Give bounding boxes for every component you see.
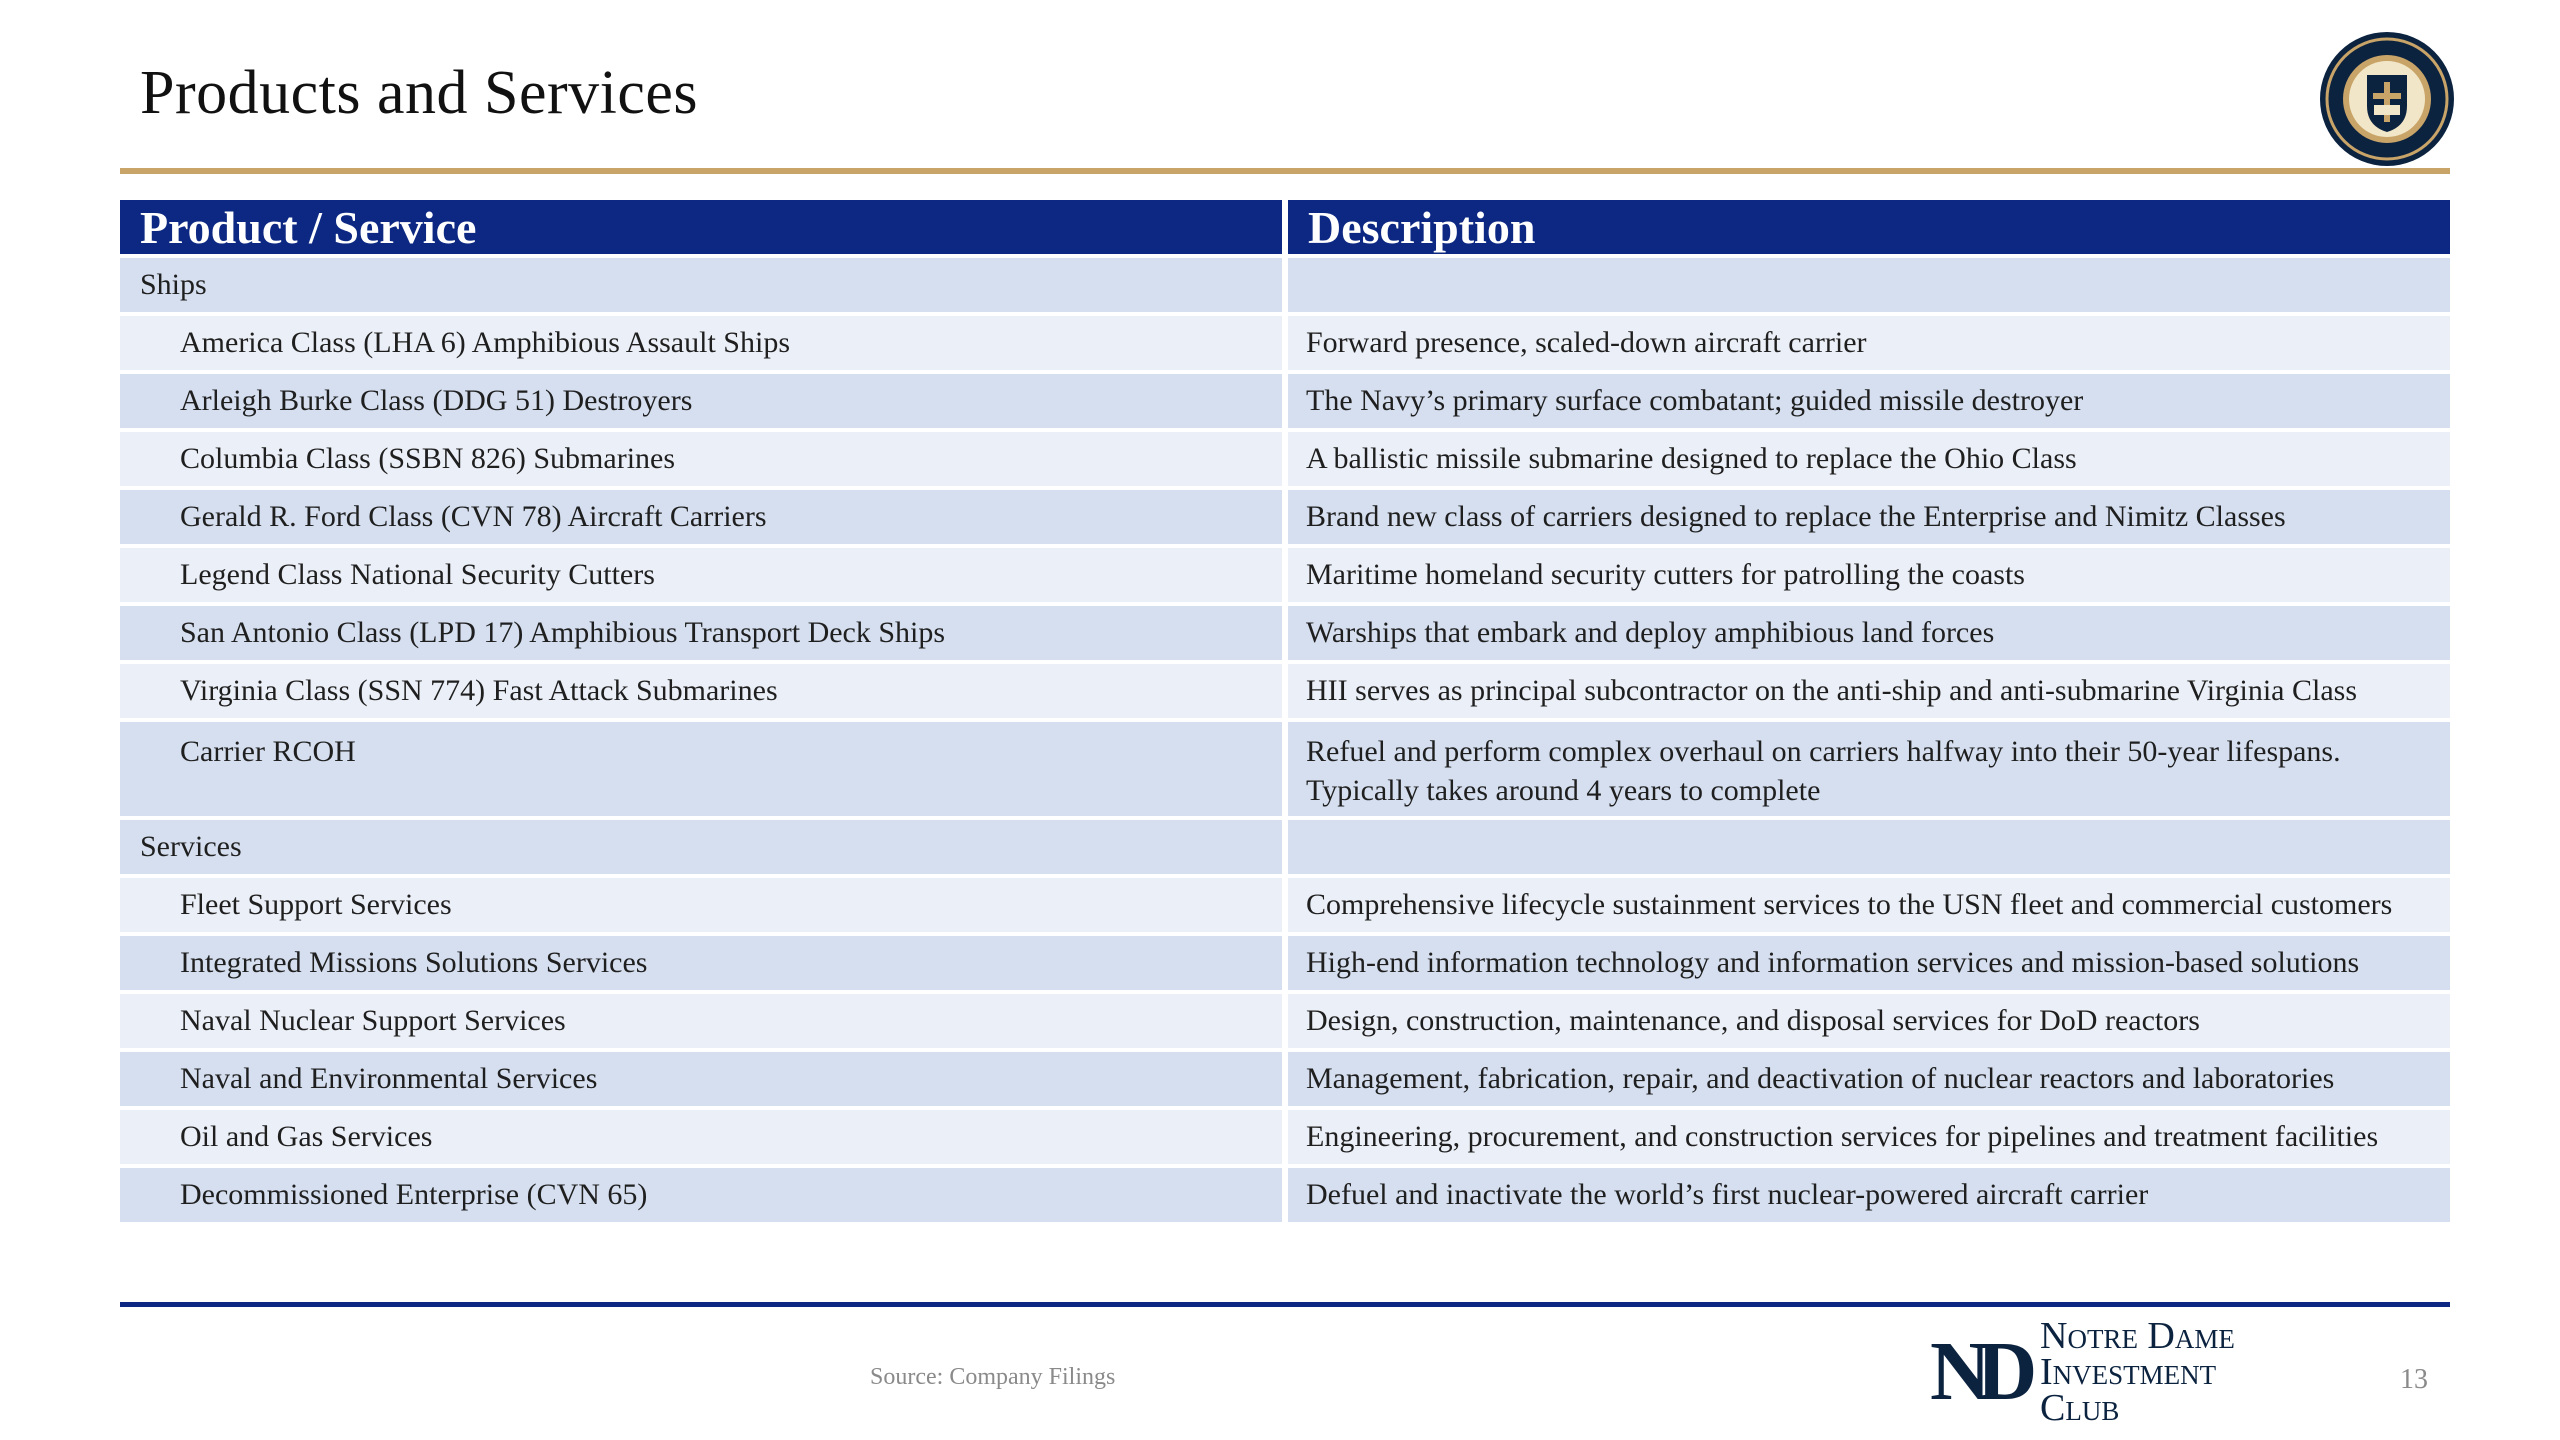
category-label: Ships xyxy=(120,258,1282,312)
slide-title: Products and Services xyxy=(140,59,699,127)
description-cell: Refuel and perform complex overhaul on carriers halfway into their 50-year lifespans. Typically takes around 4 years to complete xyxy=(1288,722,2450,816)
table-row xyxy=(120,1052,2450,1110)
footer-divider xyxy=(120,1302,2450,1307)
table-category-row xyxy=(120,820,2450,878)
description-cell: Brand new class of carriers designed to replace the Enterprise and Nimitz Classes xyxy=(1288,490,2450,544)
table-header-row xyxy=(120,200,2450,258)
product-cell: Legend Class National Security Cutters xyxy=(120,548,1282,602)
club-name-line2: Investment Club xyxy=(2040,1351,2217,1429)
description-cell: The Navy’s primary surface combatant; guided missile destroyer xyxy=(1288,374,2450,428)
table-row xyxy=(120,606,2450,664)
product-cell: Carrier RCOH xyxy=(120,722,1282,816)
description-cell: Warships that embark and deploy amphibious land forces xyxy=(1288,606,2450,660)
page-number: 13 xyxy=(2400,1364,2428,1395)
club-name-line1: Notre Dame xyxy=(2040,1315,2235,1357)
product-cell: America Class (LHA 6) Amphibious Assault Ships xyxy=(120,316,1282,370)
description-cell: High-end information technology and information services and mission-based solutions xyxy=(1288,936,2450,990)
product-cell: Oil and Gas Services xyxy=(120,1110,1282,1164)
description-cell: HII serves as principal subcontractor on the anti-ship and anti-submarine Virginia Class xyxy=(1288,664,2450,718)
product-cell: Naval and Environmental Services xyxy=(120,1052,1282,1106)
description-cell: Comprehensive lifecycle sustainment services to the USN fleet and commercial customers xyxy=(1288,878,2450,932)
product-cell: Naval Nuclear Support Services xyxy=(120,994,1282,1048)
table-row xyxy=(120,374,2450,432)
category-label: Services xyxy=(120,820,1282,874)
nd-monogram-icon: ND xyxy=(1930,1325,2024,1418)
header-divider xyxy=(120,168,2450,174)
table-row xyxy=(120,936,2450,994)
product-cell: Columbia Class (SSBN 826) Submarines xyxy=(120,432,1282,486)
description-cell: Engineering, procurement, and construction services for pipelines and treatment facilities xyxy=(1288,1110,2450,1164)
description-cell xyxy=(1288,258,2450,312)
table-row xyxy=(120,994,2450,1052)
table-row xyxy=(120,1168,2450,1226)
table-body xyxy=(120,258,2450,1226)
products-table xyxy=(120,200,2450,1226)
column-header-product: Product / Service xyxy=(120,200,1282,254)
column-header-description: Description xyxy=(1288,200,2450,254)
description-cell: A ballistic missile submarine designed to replace the Ohio Class xyxy=(1288,432,2450,486)
table-row xyxy=(120,664,2450,722)
product-cell: Arleigh Burke Class (DDG 51) Destroyers xyxy=(120,374,1282,428)
table-row xyxy=(120,490,2450,548)
table-category-row xyxy=(120,258,2450,316)
description-cell: Forward presence, scaled-down aircraft carrier xyxy=(1288,316,2450,370)
product-cell: Virginia Class (SSN 774) Fast Attack Submarines xyxy=(120,664,1282,718)
table-row xyxy=(120,316,2450,374)
table-row xyxy=(120,432,2450,490)
table-row xyxy=(120,722,2450,820)
description-cell: Maritime homeland security cutters for patrolling the coasts xyxy=(1288,548,2450,602)
table-row xyxy=(120,878,2450,936)
product-cell: Fleet Support Services xyxy=(120,878,1282,932)
description-cell: Design, construction, maintenance, and disposal services for DoD reactors xyxy=(1288,994,2450,1048)
description-cell: Management, fabrication, repair, and deactivation of nuclear reactors and laboratories xyxy=(1288,1052,2450,1106)
source-note: Source: Company Filings xyxy=(870,1364,1116,1390)
product-cell: Decommissioned Enterprise (CVN 65) xyxy=(120,1168,1282,1222)
description-cell: Defuel and inactivate the world’s first nuclear-powered aircraft carrier xyxy=(1288,1168,2450,1222)
table-row xyxy=(120,548,2450,606)
product-cell: Integrated Missions Solutions Services xyxy=(120,936,1282,990)
description-cell xyxy=(1288,820,2450,874)
product-cell: Gerald R. Ford Class (CVN 78) Aircraft Carriers xyxy=(120,490,1282,544)
university-seal-icon xyxy=(2318,30,2456,168)
club-name xyxy=(2040,1315,2300,1429)
club-logo xyxy=(1930,1315,2300,1429)
product-cell: San Antonio Class (LPD 17) Amphibious Transport Deck Ships xyxy=(120,606,1282,660)
table-row xyxy=(120,1110,2450,1168)
